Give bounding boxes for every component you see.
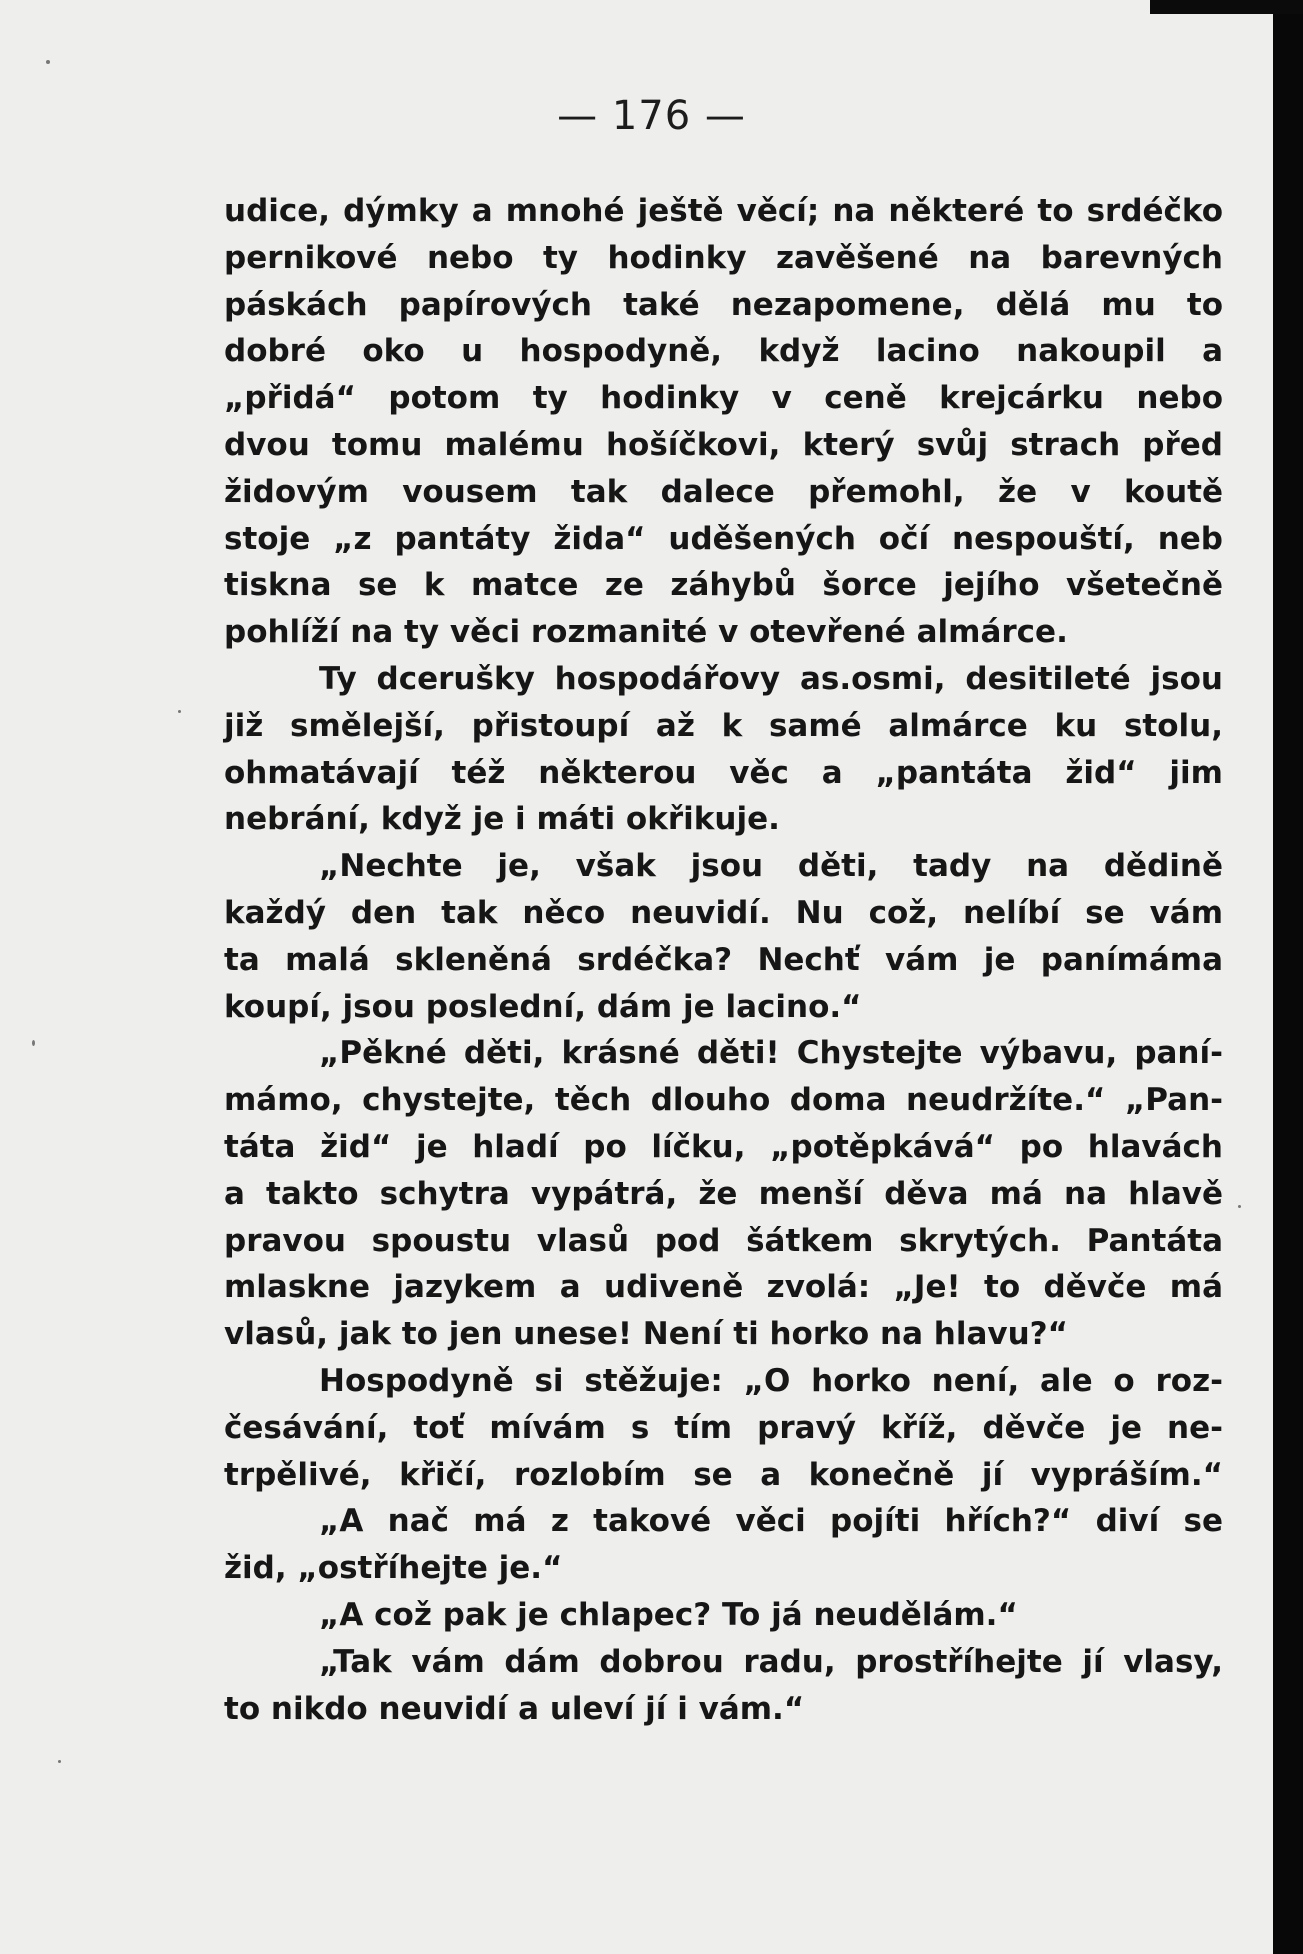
- paper-speck: [46, 60, 50, 64]
- text-line: židovým vousem tak dalece přemohl, že v koutě: [224, 473, 1223, 510]
- text-line: pravou spoustu vlasů pod šátkem skrytých. Pantáta: [224, 1222, 1223, 1259]
- paper-speck: [32, 1040, 35, 1046]
- text-line: „A což pak je chlapec? To já neudělám.“: [319, 1596, 1018, 1633]
- text-line: dobré oko u hospodyně, když lacino nakoupil a: [224, 333, 1223, 370]
- text-line: pernikové nebo ty hodinky zavěšené na barevných: [224, 239, 1223, 276]
- text-line: udice, dýmky a mnohé ještě věcí; na některé to srdéčko: [224, 193, 1223, 229]
- page-edge-shadow: [1273, 0, 1303, 1954]
- text-line: mámo, chystejte, těch dlouho doma neudržíte.“ „Pan-: [224, 1082, 1223, 1119]
- text-line: vlasů, jak to jen unese! Není ti horko na hlavu?“: [224, 1316, 1069, 1353]
- text-line: páskách papírových také nezapomene, dělá mu to: [224, 286, 1223, 323]
- text-line: žid, „ostříhejte je.“: [224, 1550, 563, 1587]
- text-line: „přidá“ potom ty hodinky v ceně krejcárku nebo: [224, 380, 1223, 417]
- text-line: trpělivé, křičí, rozlobím se a konečně jí vypráším.“: [224, 1456, 1223, 1493]
- text-line: nebrání, když je i máti okřikuje.: [224, 801, 780, 838]
- text-line: „Nechte je, však jsou děti, tady na dědině: [319, 848, 1223, 885]
- text-line: každý den tak něco neuvidí. Nu což, nelíbí se vám: [224, 894, 1223, 931]
- text-line: ohmatávají též některou věc a „pantáta žid“ jim: [224, 754, 1223, 791]
- paper-speck: [58, 1760, 61, 1763]
- text-line: stoje „z pantáty žida“ uděšených očí nespouští, neb: [224, 520, 1223, 557]
- paper-speck: [178, 710, 181, 713]
- text-line: česávání, toť mívám s tím pravý kříž, děvče je ne-: [224, 1409, 1223, 1446]
- text-line: „Tak vám dám dobrou radu, prostříhejte jí vlasy,: [319, 1643, 1223, 1680]
- body-text: [224, 188, 1223, 1732]
- page-corner-shadow: [1150, 0, 1303, 14]
- text-line: již smělejší, přistoupí až k samé almárce ku stolu,: [224, 707, 1223, 744]
- text-line: „A nač má z takové věci pojíti hřích?“ diví se: [319, 1503, 1223, 1540]
- text-line: koupí, jsou poslední, dám je lacino.“: [224, 988, 862, 1025]
- text-line: táta žid“ je hladí po líčku, „potěpkává“ po hlavách: [224, 1128, 1223, 1165]
- text-line: ta malá skleněná srdéčka? Nechť vám je panímáma: [224, 941, 1223, 978]
- text-line: Ty dcerušky hospodářovy as.osmi, desitileté jsou: [319, 660, 1223, 697]
- page-number: — 176 —: [557, 93, 746, 139]
- text-line: mlaskne jazykem a udiveně zvolá: „Je! to děvče má: [224, 1269, 1223, 1306]
- text-line: tiskna se k matce ze záhybů šorce jejího všetečně: [224, 567, 1223, 604]
- text-line: a takto schytra vypátrá, že menší děva má na hlavě: [224, 1175, 1223, 1212]
- text-line: Hospodyně si stěžuje: „O horko není, ale o roz-: [319, 1362, 1223, 1399]
- text-line: pohlíží na ty věci rozmanité v otevřené almárce.: [224, 614, 1068, 651]
- text-line: dvou tomu malému hošíčkovi, který svůj strach před: [224, 426, 1223, 463]
- paper-speck: [1238, 1205, 1241, 1208]
- text-line: to nikdo neuvidí a uleví jí i vám.“: [224, 1690, 805, 1727]
- text-line: „Pěkné děti, krásné děti! Chystejte výbavu, paní-: [319, 1035, 1223, 1072]
